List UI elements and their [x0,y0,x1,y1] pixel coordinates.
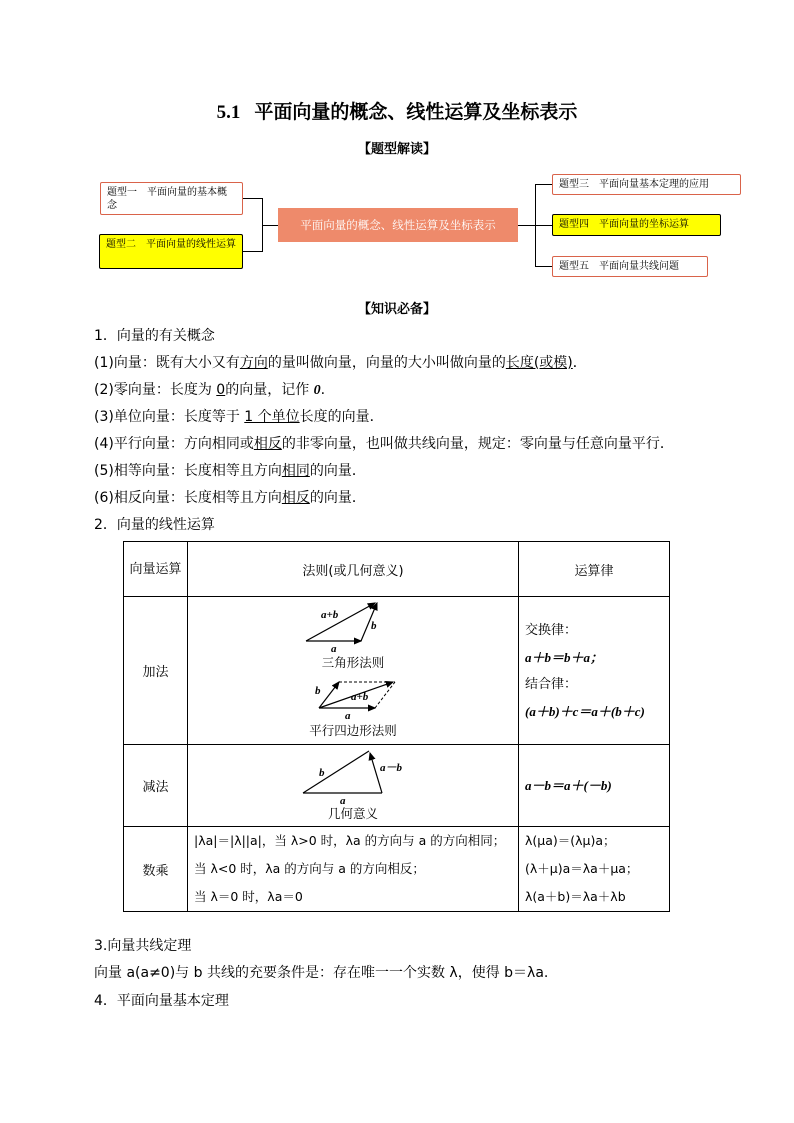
mindmap-node-type1: 题型一 平面向量的基本概念 [100,182,243,215]
connector [243,198,262,199]
mindmap-center: 平面向量的概念、线性运算及坐标表示 [278,208,518,242]
law-associative: (a＋b)＋c＝a＋(b＋c) [525,703,645,719]
linear-operations-table [123,541,670,912]
line-unit-vector: (3)单位向量：长度等于 1 个单位长度的向量． [94,409,384,425]
law-commutative-label: 交换律： [525,622,578,638]
mindmap-node-type3: 题型三 平面向量基本定理的应用 [552,174,741,195]
line-zero-vector: (2)零向量：长度为 0的向量，记作 0. [94,382,326,398]
header-law: 运算律 [519,542,670,597]
heading-3: 3.向量共线定理 [94,938,192,954]
scalar-rule-zero: 当 λ＝0 时，λa＝0 [194,889,303,904]
line-equal-vector: (5)相等向量：长度相等且方向相同的向量． [94,463,366,479]
scalar-law-2: (λ＋μ)a＝λa＋μa； [525,861,639,876]
mindmap-node-type5: 题型五 平面向量共线问题 [552,256,708,277]
geometric-meaning-caption: 几何意义 [327,805,379,821]
parallelogram-rule-caption: 平行四边形法则 [309,722,397,738]
header-rule: 法则(或几何意义) [188,542,519,597]
law-associative-label: 结合律： [525,676,578,692]
table-row-addition [124,597,670,745]
label-a: a [345,709,351,722]
line-opposite-vector: (6)相反向量：长度相等且方向相反的向量． [94,490,366,506]
heading-2: 2．向量的线性运算 [94,517,215,533]
addition-figure [253,598,453,740]
heading-1: 1．向量的有关概念 [94,328,215,344]
subtraction-law: a－b＝a＋(－b) [519,745,670,827]
addition-diagrams [188,597,519,745]
label-b: b [315,684,321,697]
scalar-rule-positive: |λa|＝|λ||a|，当 λ>0 时，λa 的方向与 a 的方向相同； [194,833,506,848]
connector [535,266,552,267]
line-vector: (1)向量：既有大小又有方向的量叫做向量，向量的大小叫做向量的长度(或模)． [94,355,587,371]
vector-sum-arrow [306,603,375,641]
scalar-rules [188,827,519,912]
section-type-heading: 【题型解读】 [357,142,436,157]
scalar-label: 数乘 [124,827,188,912]
scalar-laws [519,827,670,912]
table-header-row [124,542,670,597]
label-a-plus-b: a+b [321,608,339,621]
title-number: 5.1 [216,102,241,123]
connector [243,251,262,252]
addition-laws [519,597,670,745]
dashed-side [375,682,395,708]
table-row-scalar [124,827,670,912]
label-a-minus-b: a－b [380,761,402,774]
mindmap-node-type2: 题型二 平面向量的线性运算 [99,234,243,269]
label-b: b [371,619,377,632]
label-a: a [331,642,337,655]
header-operation: 向量运算 [124,542,188,597]
connector [535,225,552,226]
label-a-plus-b: a+b [351,690,369,703]
label-b: b [319,766,325,779]
page-title [0,97,794,124]
connector [518,225,535,226]
label-a: a [340,794,346,807]
subtraction-figure [253,746,453,822]
law-commutative: a＋b＝b＋a； [525,649,604,665]
collinear-theorem: 向量 a(a≠0)与 b 共线的充要条件是：存在唯一一个实数 λ，使得 b＝λa. [94,965,549,981]
mindmap-node-type4: 题型四 平面向量的坐标运算 [552,214,721,236]
connector [535,184,552,185]
vector-b-line [303,751,369,793]
line-parallel-vector: (4)平行向量：方向相同或相反的非零向量，也叫做共线向量，规定：零向量与任意向量平行． [94,436,674,452]
heading-4: 4．平面向量基本定理 [94,993,229,1009]
scalar-law-1: λ(μa)＝(λμ)a； [525,833,616,848]
scalar-law-3: λ(a＋b)＝λa＋λb [525,889,626,904]
subtraction-label: 减法 [124,745,188,827]
addition-label: 加法 [124,597,188,745]
section-knowledge-heading: 【知识必备】 [357,302,436,317]
connector [262,225,278,226]
title-text: 平面向量的概念、线性运算及坐标表示 [254,101,578,123]
scalar-rule-negative: 当 λ<0 时，λa 的方向与 a 的方向相反； [194,861,425,876]
subtraction-diagram [188,745,519,827]
triangle-rule-caption: 三角形法则 [321,654,385,670]
table-row-subtraction [124,745,670,827]
